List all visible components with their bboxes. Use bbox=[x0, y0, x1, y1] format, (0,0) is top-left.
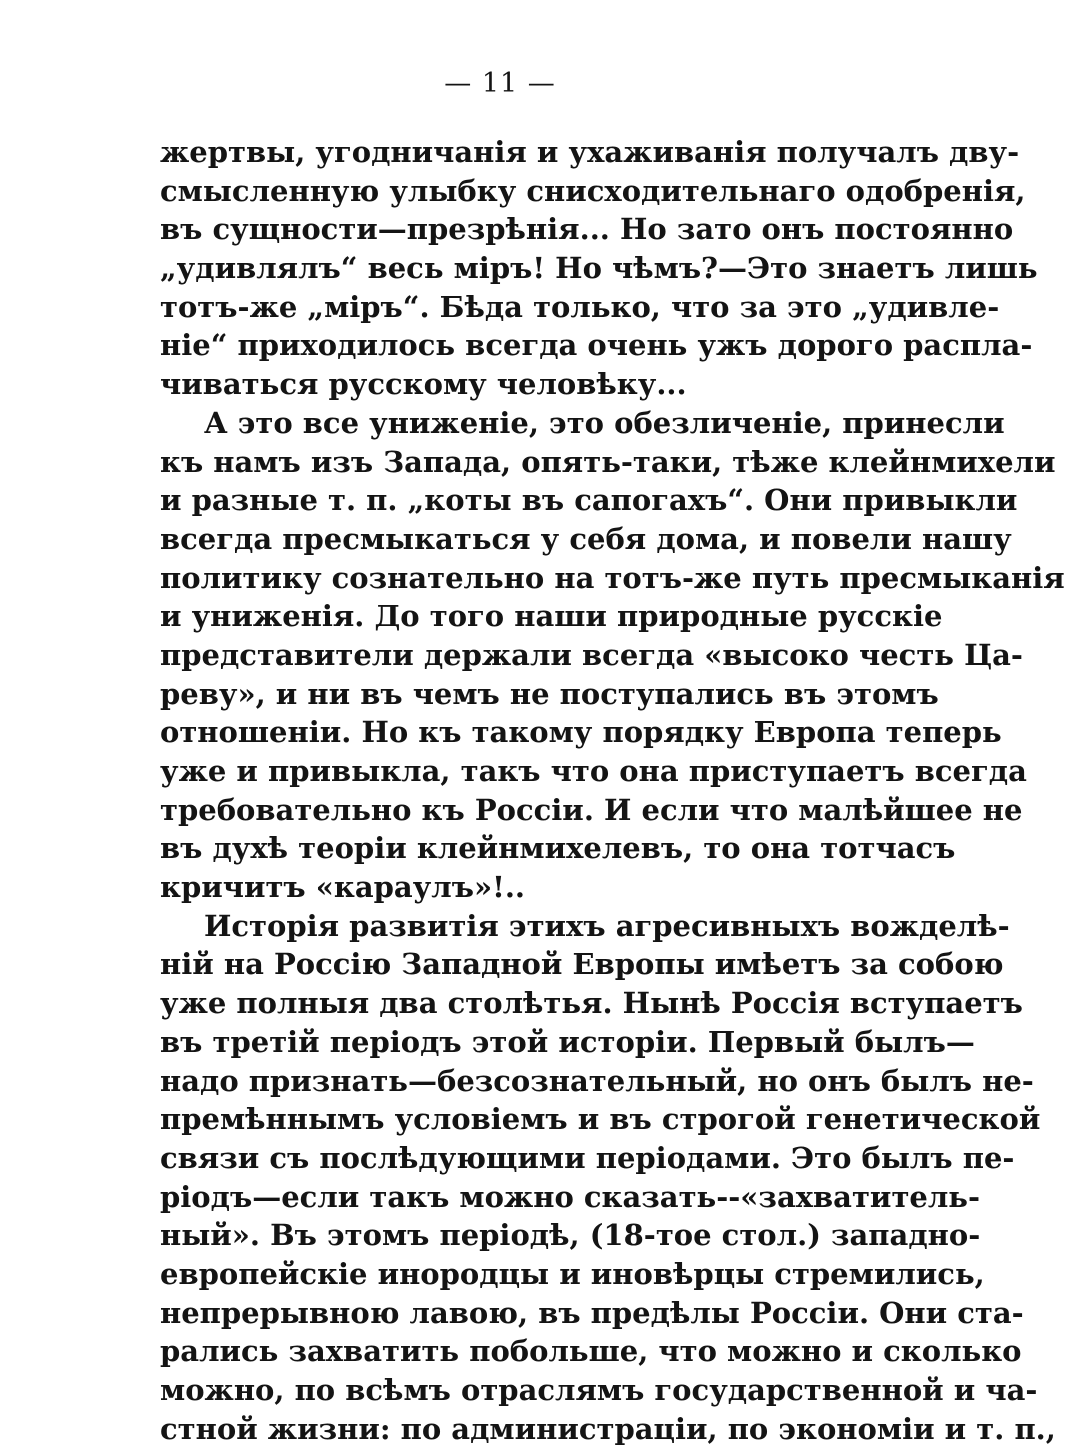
text-line: премѣннымъ условіемъ и въ строгой генетической bbox=[160, 1102, 1041, 1137]
text-line: отношеніи. Но къ такому порядку Европа теперь bbox=[160, 715, 1002, 750]
text-line: уже полныя два столѣтья. Нынѣ Россія вступаетъ bbox=[160, 986, 1023, 1021]
text-line: политику сознательно на тотъ-же путь пресмыканія bbox=[160, 560, 1065, 595]
text-line: представители держали всегда «высоко честь Ца- bbox=[160, 637, 1023, 672]
text-line: къ намъ изъ Запада, опять-таки, тѣже клейнмихели bbox=[160, 444, 1056, 479]
text-line: уже и привыкла, такъ что она приступаетъ всегда bbox=[160, 754, 1027, 788]
text-line: всегда пресмыкаться у себя дома, и повели нашу bbox=[160, 521, 1012, 556]
page-number: — 11 — bbox=[444, 68, 556, 99]
text-line: въ третій періодъ этой исторіи. Первый былъ— bbox=[160, 1024, 975, 1059]
text-line: рались захватить побольше, что можно и сколько bbox=[160, 1334, 1022, 1369]
text-line: требовательно къ Россіи. И если что малѣйшее не bbox=[160, 792, 1023, 827]
text-line: ріодъ—если такъ можно сказать--«захватитель- bbox=[160, 1179, 981, 1214]
text-line: чиваться русскому человѣку... bbox=[160, 367, 687, 402]
paragraph-start-line: Исторія развитія этихъ агресивныхъ вожделѣ- bbox=[204, 908, 1010, 943]
body-text bbox=[160, 133, 1065, 1448]
paragraph-start-line: А это все униженіе, это обезличеніе, принесли bbox=[204, 405, 1005, 440]
text-line: ніе“ приходилось всегда очень ужъ дорого распла- bbox=[160, 328, 1033, 363]
text-line: ный». Въ этомъ періодѣ, (18-тое стол.) западно- bbox=[160, 1218, 981, 1253]
text-line: кричитъ «караулъ»!.. bbox=[160, 870, 526, 905]
text-line: ній на Россію Западной Европы имѣетъ за собою bbox=[160, 947, 1004, 982]
text-line: надо признать—безсознательный, но онъ былъ не- bbox=[160, 1063, 1034, 1098]
text-line: непрерывною лавою, въ предѣлы Россіи. Они ста- bbox=[160, 1295, 1024, 1330]
text-line: можно, по всѣмъ отраслямъ государственной и ча- bbox=[160, 1373, 1038, 1407]
text-line: европейскіе инородцы и иновѣрцы стремились, bbox=[160, 1256, 985, 1291]
text-line: стной жизни: по администраціи, по экономіи и т. п., bbox=[160, 1411, 1056, 1446]
text-line: и разные т. п. „коты въ сапогахъ“. Они привыкли bbox=[160, 483, 1018, 518]
text-line: тотъ-же „міръ“. Бѣда только, что за это „удивле- bbox=[160, 289, 1000, 324]
text-line: связи съ послѣдующими періодами. Это былъ пе- bbox=[160, 1140, 1015, 1175]
text-line: въ духѣ теоріи клейнмихелевъ, то она тотчасъ bbox=[160, 831, 956, 866]
text-line: смысленную улыбку снисходительнаго одобренія, bbox=[160, 173, 1026, 208]
text-line: реву», и ни въ чемъ не поступались въ этомъ bbox=[160, 676, 939, 711]
text-line: жертвы, угодничанія и ухаживанія получалъ дву- bbox=[160, 135, 1020, 169]
text-line: и униженія. До того наши природные русскіе bbox=[160, 599, 943, 634]
text-line: въ сущности—презрѣнія... Но зато онъ постоянно bbox=[160, 212, 1014, 247]
text-line: „удивлялъ“ весь міръ! Но чѣмъ?—Это знаетъ лишь bbox=[160, 251, 1038, 286]
